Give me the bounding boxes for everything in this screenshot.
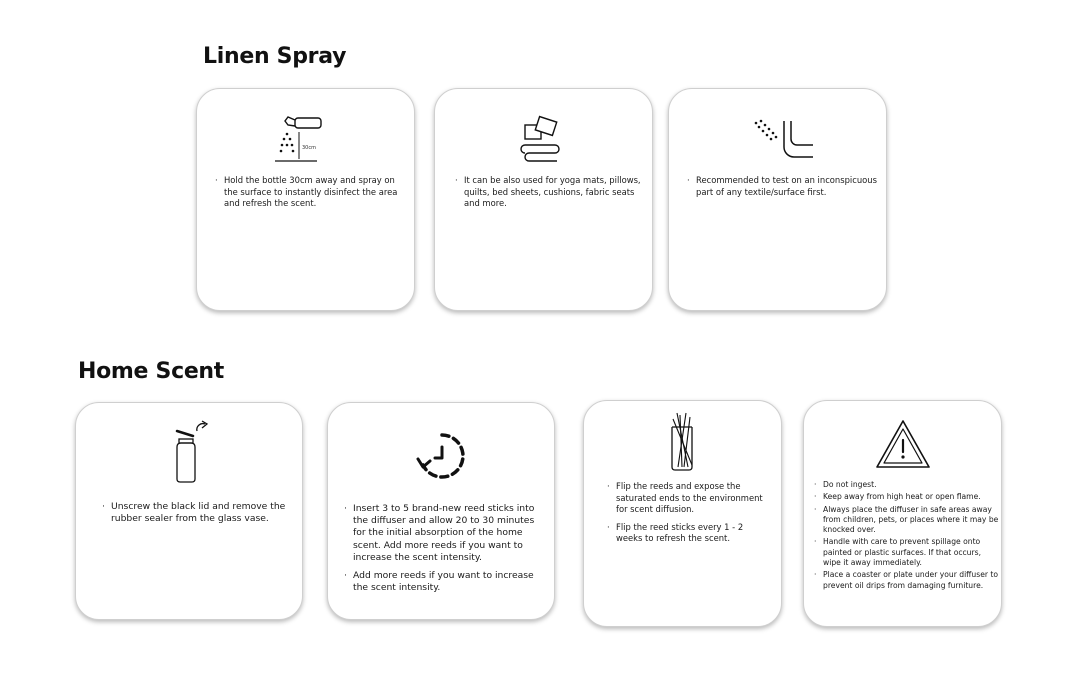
bullet-text: · Insert 3 to 5 brand-new reed sticks into the diffuser and allow 20 to 30 minutes for the initial absorption of the home scent. Add more reeds if you want to increase the scent intensity. [344,503,546,564]
home-scent-card-4 [803,400,1002,627]
bullet-text: · Do not ingest. [814,480,1000,490]
bullet-text: · Unscrew the black lid and remove the rubber sealer from the glass vase. [102,501,288,525]
bullet-text: · Recommended to test on an inconspicuous part of any textile/surface first. [687,175,879,198]
bullet-text: · Place a coaster or plate under your diffuser to prevent oil drips from damaging furniture. [814,570,1000,591]
home-scent-heading: Home Scent [78,359,225,384]
card-bullets [215,175,399,210]
bullet-text: · Always place the diffuser in safe areas away from children, pets, or places where it may be knocked over. [814,505,1000,536]
linen-spray-card-2 [434,88,653,311]
fabric-stack-icon [519,115,563,165]
bullet-text: · Flip the reeds and expose the saturated ends to the environment for scent diffusion. [607,481,769,516]
linen-spray-card-1 [196,88,415,311]
distance-label: 30cm [302,145,316,151]
reed-diffuser-icon [668,411,698,473]
bullet-text: · Hold the bottle 30cm away and spray on the surface to instantly disinfect the area and refresh the scent. [215,175,399,210]
card-bullets [455,175,641,210]
bullet-text: · Keep away from high heat or open flame. [814,492,1000,502]
card-bullets [344,503,546,594]
bullet-text: · Handle with care to prevent spillage onto painted or plastic surfaces. If that occurs, wipe it away immediately. [814,537,1000,568]
card-bullets [102,501,288,525]
timer-icon [414,429,470,483]
card-bullets [687,175,879,198]
home-scent-card-3 [583,400,782,627]
spray-distance-icon [275,114,325,166]
home-scent-card-1 [75,402,303,620]
bullet-text: · Add more reeds if you want to increase the scent intensity. [344,570,546,594]
warning-icon [874,418,932,470]
card-bullets [607,481,769,545]
linen-spray-heading: Linen Spray [203,44,347,69]
bullet-text: · It can be also used for yoga mats, pillows, quilts, bed sheets, cushions, fabric seats and more. [455,175,641,210]
unscrew-lid-icon [171,419,215,485]
spray-surface-icon [751,117,817,163]
card-bullets [814,480,1000,591]
bullet-text: · Flip the reed sticks every 1 - 2 weeks to refresh the scent. [607,522,769,545]
home-scent-card-2 [327,402,555,620]
linen-spray-card-3 [668,88,887,311]
